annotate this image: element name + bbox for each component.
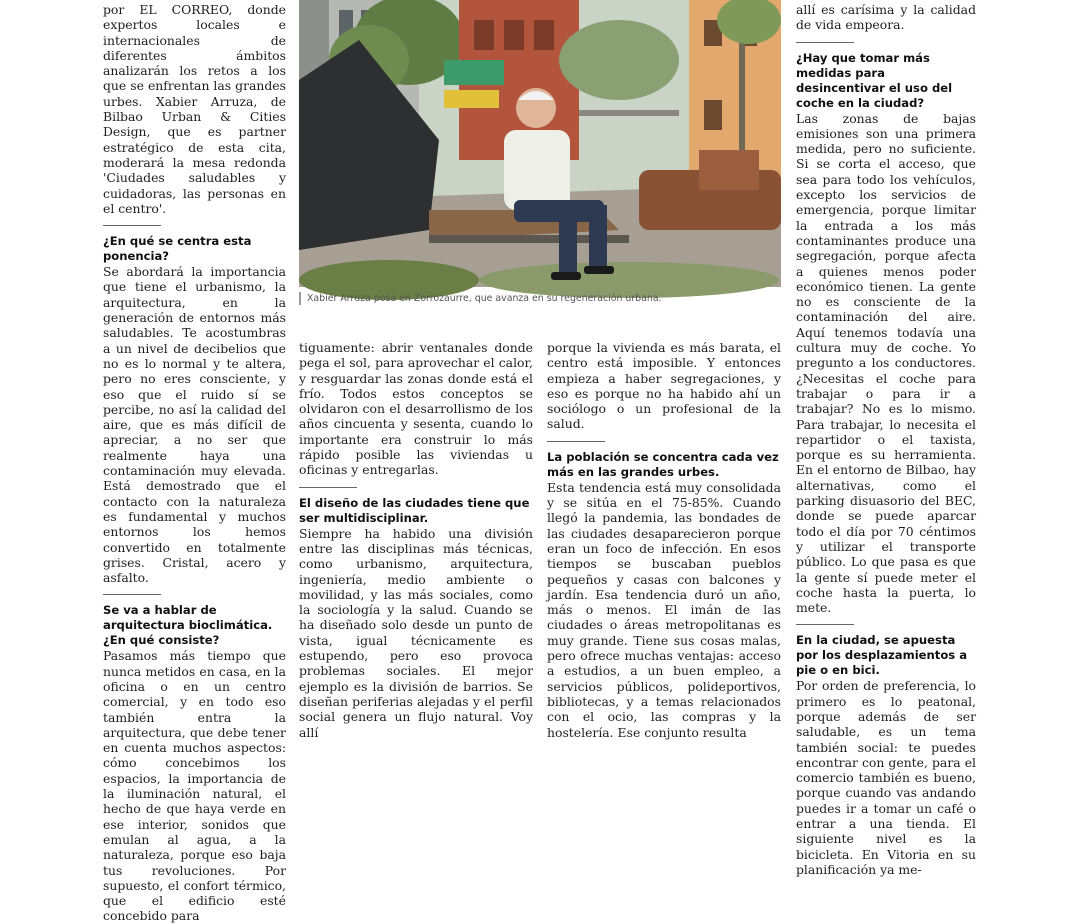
photo-caption: Xabier Arruza posa en Zorrozaurre, que avanza en su regeneración urbana.: [299, 292, 789, 305]
answer-paragraph: Pasamos más tiempo que nunca metidos en casa, en la oficina o en un centro comercial, y en todo eso también entra la arquitectura, que debe tener en cuenta muchos aspectos: cómo concebimos los espacios, la importancia de la iluminación natural, el hecho de que haya verde en ese interior, sonidos que emulan al agua, a la naturaleza, porque eso baja tus revoluciones. Por supuesto, el confort térmico, que el edificio esté concebido para: [103, 648, 286, 924]
article-column-3: [547, 340, 781, 740]
divider: [547, 441, 605, 442]
article-column-4: [796, 0, 976, 877]
question-heading: ¿Hay que tomar más medidas para desincentivar el uso del coche en la ciudad?: [796, 50, 953, 110]
body-paragraph: porque la vivienda es más barata, el centro está imposible. Y entonces empieza a haber segregaciones, y eso es porque no ha habido ahí un sociólogo o un profesional de la salud.: [547, 340, 781, 432]
answer-paragraph: Se abordará la importancia que tiene el urbanismo, la arquitectura, en la generación de entornos más saludables. Te acostumbras a un nivel de decibelios que no es lo normal y te altera, pero no eres consciente, y eso que el ruido sí se percibe, no así la calidad del aire, que es más difícil de apreciar, a no ser que realmente haya una contaminación muy elevada. Está demostrado que el contacto con la naturaleza es fundamental y muchos entornos los hemos convertido en totalmente grises. Cristal, acero y asfalto.: [103, 264, 286, 586]
answer-paragraph: Las zonas de bajas emisiones son una primera medida, pero no suficiente. Si se corta el acceso, que sea para todo los vehículos, excepto los servicios de emergencia, porque limitar la entrada a los más contaminantes produce una segregación, porque afecta a quienes menos poder económico tienen. La gente no es consciente de la contaminación del aire. Aquí tenemos todavía una cultura muy de coche. Yo pregunto a los conductores. ¿Necesitas el coche para trabajar o para ir a trabajar? No es lo mismo. Para trabajar, lo necesita el repartidor o el taxista, porque es su herramienta. En el entorno de Bilbao, hay alternativas, como el parking disuasorio del BEC, donde se puede aparcar todo el día por 70 céntimos y utilizar el transporte público. Lo que pasa es que la gente sí puede meter el coche hasta la puerta, lo mete.: [796, 110, 976, 616]
divider: [299, 487, 357, 488]
question-heading: El diseño de las ciudades tiene que ser multidisciplinar.: [299, 495, 530, 525]
article-column-1: [103, 0, 286, 924]
divider: [796, 42, 854, 43]
question-heading: ¿En qué se centra esta ponencia?: [103, 234, 252, 264]
divider: [796, 624, 854, 625]
body-paragraph: tiguamente: abrir ventanales donde pega el sol, para aprovechar el calor, y resguardar las zonas donde está el frío. Todos estos conceptos se olvidaron con el desarrollismo de los años cincuenta y sesenta, cuando lo importante era construir lo más rápido posible las viviendas u oficinas y entregarlas.: [299, 340, 533, 478]
divider: [103, 594, 161, 595]
question-heading: En la ciudad, se apuesta por los desplazamientos a pie o en bici.: [796, 633, 968, 678]
photo-illustration: [299, 0, 781, 287]
article-photo: [299, 0, 781, 287]
answer-paragraph: Por orden de preferencia, lo primero es lo peatonal, porque además de ser saludable, es un tema también social: te puedes encontrar con gente, para el comercio también es bueno, porque cuando vas andando puedes ir a tomar un café o entrar a una tienda. El siguiente nivel es la bicicleta. En Vitoria en su planificación ya me-: [796, 678, 976, 877]
article-column-2: [299, 340, 533, 740]
answer-paragraph: Esta tendencia está muy consolidada y se sitúa en el 75-85%. Cuando llegó la pandemia, las bondades de las ciudades desaparecieron porque eran un foco de infección. En esos tiempos se buscaban pueblos pequeños y casas con balcones y jardín. Esa tendencia duró un año, más o menos. El imán de las ciudades o áreas metropolitanas es muy grande. Tiene sus cosas malas, pero ofrece muchas ventajas: acceso a estudios, a un buen empleo, a servicios públicos, polideportivos, bibliotecas, y a temas relacionados con el ocio, las compras y la hostelería. Ese conjunto resulta: [547, 479, 781, 740]
question-heading: Se va a hablar de arquitectura bioclimática. ¿En qué consiste?: [103, 603, 273, 648]
question-heading: La población se concentra cada vez más en las grandes urbes.: [547, 449, 779, 479]
answer-paragraph: Siempre ha habido una división entre las disciplinas más técnicas, como urbanismo, arquitectura, ingeniería, medio ambiente o movilidad, y las más sociales, como la sociología y la salud. Cuando se ha diseñado solo desde un punto de vista, igual técnicamente es estupendo, pero eso provoca problemas sociales. El mejor ejemplo es la división de barrios. Se diseñan periferias alejadas y el perfil social genera un flujo natural. Voy allí: [299, 525, 533, 740]
intro-paragraph: por EL CORREO, donde expertos locales e internacionales de diferentes ámbitos analizarán los retos a los que se enfrentan las grandes urbes. Xabier Arruza, de Bilbao Urban & Cities Design, que es partner estratégico de esta cita, moderará la mesa redonda 'Ciudades saludables y cuidadoras, las personas en el centro'.: [103, 2, 286, 216]
divider: [103, 225, 161, 226]
body-paragraph: allí es carísima y la calidad de vida empeora.: [796, 2, 976, 33]
